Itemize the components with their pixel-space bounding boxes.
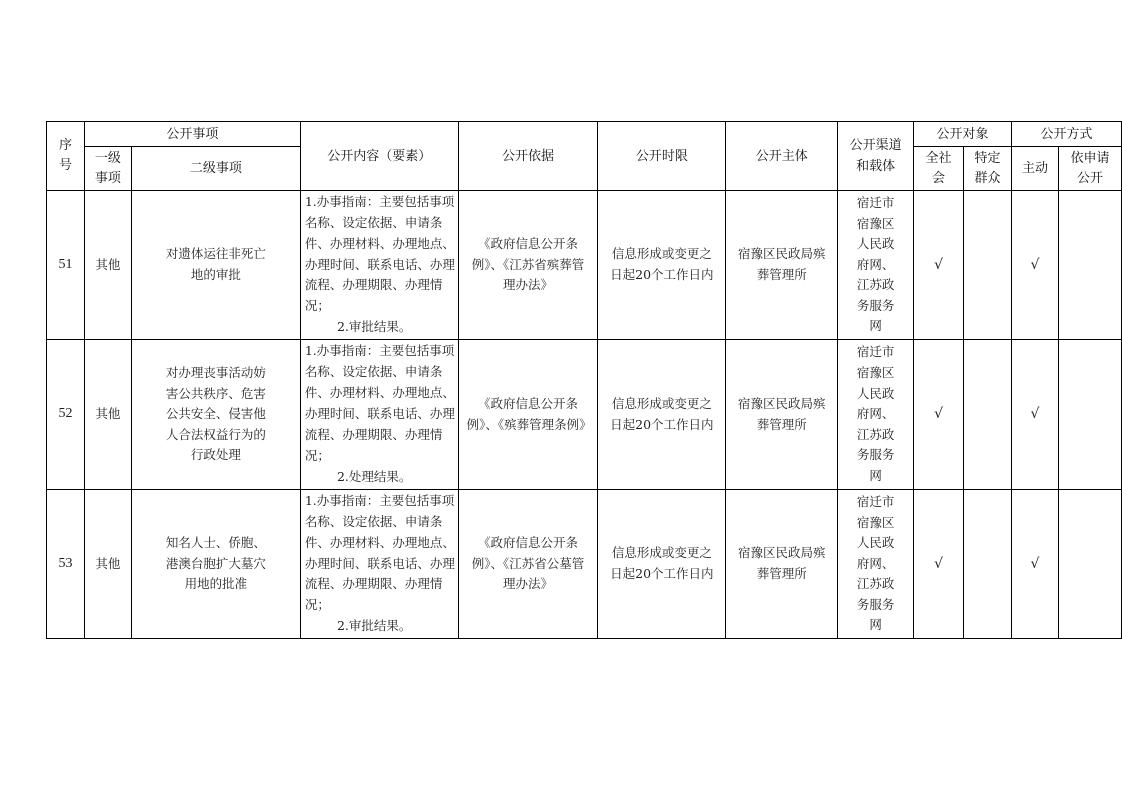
row-content-item-1: 1.办事指南：主要包括事项名称、设定依据、申请条件、办理材料、办理地点、办理时间、联系电话、办理流程、办理期限、办理情况； (304, 343, 455, 463)
row-audience-all: √ (914, 340, 964, 490)
row-method-active: √ (1012, 340, 1059, 490)
header-audience-all (914, 147, 964, 191)
row-level2-text: 对办理丧事活动妨害公共秩序、危害公共安全、侵害他人合法权益行为的行政处理 (165, 365, 266, 463)
header-level1-label: 一级事项 (94, 150, 121, 186)
row-channel: 宿迁市宿豫区人民政府网、江苏政务服务网 (838, 340, 914, 490)
table-row (47, 490, 1122, 639)
header-audience-specific-label: 特定群众 (974, 150, 1001, 186)
row-seq: 52 (47, 340, 85, 490)
header-method-request-label: 依申请公开 (1070, 150, 1110, 186)
row-basis: 《政府信息公开条例》、《江苏省殡葬管理办法》 (458, 191, 598, 340)
row-time-limit: 信息形成或变更之日起20个工作日内 (598, 340, 726, 490)
row-level2 (131, 490, 300, 639)
row-level1: 其他 (84, 191, 131, 340)
row-content-item-2: 2.审批结果。 (336, 319, 412, 335)
header-basis: 公开依据 (458, 122, 598, 191)
header-level2: 二级事项 (131, 147, 300, 191)
row-basis: 《政府信息公开条例》、《殡葬管理条例》 (458, 340, 598, 490)
row-method-request (1058, 340, 1121, 490)
row-content-item-2: 2.处理结果。 (336, 468, 412, 484)
row-level1: 其他 (84, 490, 131, 639)
row-audience-specific (964, 191, 1012, 340)
row-subject: 宿豫区民政局殡葬管理所 (726, 490, 838, 639)
row-method-active: √ (1012, 490, 1059, 639)
disclosure-table (46, 121, 1122, 639)
header-method-active: 主动 (1012, 147, 1059, 191)
row-subject: 宿豫区民政局殡葬管理所 (726, 191, 838, 340)
header-channel-label: 公开渠道和载体 (849, 138, 902, 174)
row-seq: 51 (47, 191, 85, 340)
row-audience-specific (964, 340, 1012, 490)
row-level2 (131, 191, 300, 340)
row-method-request (1058, 490, 1121, 639)
header-content: 公开内容（要素） (300, 122, 458, 191)
row-content-item-1: 1.办事指南：主要包括事项名称、设定依据、申请条件、办理材料、办理地点、办理时间、联系电话、办理流程、办理期限、办理情况； (304, 193, 455, 314)
header-seq (47, 122, 85, 191)
row-method-request (1058, 191, 1121, 340)
header-subject: 公开主体 (726, 122, 838, 191)
row-content-item-1: 1.办事指南：主要包括事项名称、设定依据、申请条件、办理材料、办理地点、办理时间、联系电话、办理流程、办理期限、办理情况； (304, 492, 455, 613)
row-level2-text: 对遗体运往非死亡地的审批 (165, 246, 266, 282)
row-content (300, 191, 458, 340)
row-channel: 宿迁市宿豫区人民政府网、江苏政务服务网 (838, 490, 914, 639)
row-audience-specific (964, 490, 1012, 639)
table-row (47, 191, 1122, 340)
header-audience: 公开对象 (914, 122, 1012, 147)
row-content (300, 490, 458, 639)
header-time-limit: 公开时限 (598, 122, 726, 191)
row-content-item-2: 2.审批结果。 (336, 618, 412, 634)
table-row (47, 340, 1122, 490)
header-method-request (1058, 147, 1121, 191)
header-seq-label: 序号 (58, 138, 72, 173)
row-level2 (131, 340, 300, 490)
header-public-items: 公开事项 (84, 122, 300, 147)
row-method-active: √ (1012, 191, 1059, 340)
row-basis: 《政府信息公开条例》、《江苏省公墓管理办法》 (458, 490, 598, 639)
row-level2-text: 知名人士、侨胞、港澳台胞扩大墓穴用地的批准 (165, 535, 266, 592)
row-time-limit: 信息形成或变更之日起20个工作日内 (598, 191, 726, 340)
header-audience-all-label: 全社会 (925, 150, 952, 186)
row-seq: 53 (47, 490, 85, 639)
header-method: 公开方式 (1012, 122, 1122, 147)
row-time-limit: 信息形成或变更之日起20个工作日内 (598, 490, 726, 639)
header-audience-specific (964, 147, 1012, 191)
header-level1 (84, 147, 131, 191)
row-subject: 宿豫区民政局殡葬管理所 (726, 340, 838, 490)
row-level1: 其他 (84, 340, 131, 490)
row-channel: 宿迁市宿豫区人民政府网、江苏政务服务网 (838, 191, 914, 340)
row-audience-all: √ (914, 490, 964, 639)
row-audience-all: √ (914, 191, 964, 340)
header-channel (838, 122, 914, 191)
row-content (300, 340, 458, 490)
